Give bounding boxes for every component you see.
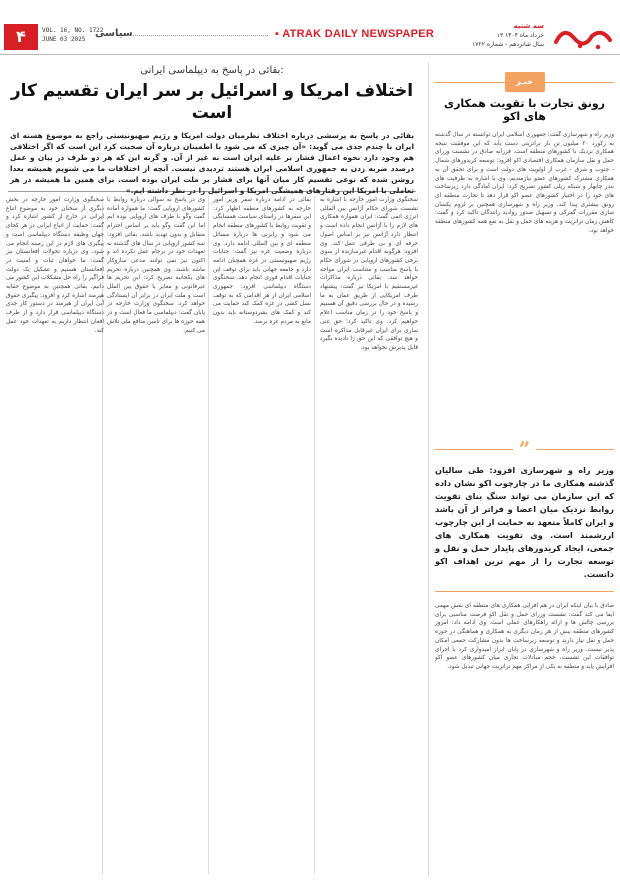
date-box [444, 22, 544, 49]
volume-number: VOL. 16, NO. 1722 [42, 27, 104, 34]
page-header [0, 22, 620, 50]
section-label: سیاسی [95, 28, 133, 39]
column-divider [314, 196, 315, 874]
side-article [428, 62, 614, 877]
quote-icon: ” [513, 439, 537, 459]
newspaper-name: ▪ ATRAK DAILY NEWSPAPER [275, 28, 434, 40]
article-column-4: سخنگوی وزارت امور خارجه در بخش دیگری از سخنان خود به موضوع اتباع ایرانی در خارج از کشور اشاره کرد و گفت: حمایت از اتباع ایرانی در هر کجای جهان وظیفه دستگاه دیپلماسی است و پیگیری های لازم در این زمینه انجام می شود. وی درباره تحولات افغانستان نیز گفت: ما خواهان ثبات و امنیت در افغانستان هستیم و تشکیل یک دولت فراگیر را راه حل مشکلات این کشور می دانیم. بقائی همچنین به موضوع حقابه هیرمند اشاره کرد و افزود: پیگیری حقوق آبی ایران از هیرمند در دستور کار جدی دستگاه دیپلماسی قرار دارد و از طرف افغان انتظار داریم به تعهدات خود عمل کند. [6, 197, 104, 334]
atrak-logo [550, 20, 616, 54]
issue-date-en: JUNE 03 2025 [42, 36, 86, 43]
main-article [6, 62, 418, 877]
article-columns [6, 196, 418, 876]
article-column-2: بقائی در ادامه درباره سفر وزیر امور خارجه به کشورهای منطقه اظهار کرد: این سفرها در راستای سیاست همسایگی و تقویت روابط با کشورهای منطقه انجام می شود و رایزنی ها درباره مسائل منطقه ای و بین المللی ادامه دارد. وی درباره وضعیت غزه نیز گفت: جنایات رژیم صهیونیستی در غزه همچنان ادامه دارد و جامعه جهانی باید برای توقف این جنایات اقدام فوری انجام دهد. سخنگوی دستگاه دیپلماسی افزود: جمهوری اسلامی ایران از هر اقدامی که به توقف نسل کشی در غزه کمک کند حمایت می کند و کمک های بشردوستانه باید بدون مانع به مردم غزه برسد. [213, 197, 311, 325]
article-overline: بقائی در پاسخ به دیپلماسی ایرانی: [140, 65, 284, 76]
column-divider [208, 196, 209, 874]
article-lead: بقائی در پاسخ به پرسشی درباره اختلاف نظرمیان دولت امریکا و رژیم صهیونیستی راجع به موضوع هسته ای ایران با چندم جدی می گوید: «آن چیزی که می شود با اطمینان درباره آن صحبت کرد این است که اگر اختلافی هم وجود دارد نحوه اعمال فشار بر علیه ایران است نه غیر از آن. و گرنه این که هر دو طرف در بیان و عمل درصدد ضربه زدن به جمهوری اسلامی ایران هستند تردیدی نیست. آنچه از اختلافات ما می شنویم همیشه بعدا روشن شده که نوعی تقسیم کار میان آنها برای فشار بر ملت ایران بوده است. برای همین ما همیشه در هر تعاملی با امریکا این رفتارهای همیشگی امریکا و اسرائیل را در نظر داشته ایم.» [10, 131, 414, 195]
pull-quote [435, 437, 614, 592]
date-fa: ۱۳ خرداد ماه ۱۴۰۴ [496, 32, 544, 39]
issue-info-fa: سال شانزدهم - شماره ۱۷۲۲ [472, 41, 544, 48]
header-rule [0, 54, 620, 55]
article-headline: اختلاف امریکا و اسرائیل بر سر ایران تقسیم کار است [10, 81, 414, 123]
side-article-body: وزیر راه و شهرسازی گفت: جمهوری اسلامی ایران توانسته در سال گذشته به رکورد ۲۰ میلیون تن بار ترانزیتی دست یابد که این موفقیت نتیجه همکاری نزدیک با کشورهای منطقه است. فرزانه صادق در نشست وزرای حمل و نقل سازمان همکاری اقتصادی اکو افزود: توسعه کریدورهای شمال - جنوب و شرق - غرب از اولویت های دولت است و برای تحقق آن به همکاری مشترک کشورهای عضو نیازمندیم. وی با اشاره به ظرفیت های بندر چابهار و شبکه ریلی کشور تصریح کرد: ایران آمادگی دارد زیرساخت های خود را در اختیار کشورهای عضو اکو قرار دهد تا تجارت منطقه ای رونق بیشتری پیدا کند. وزیر راه و شهرسازی همچنین بر لزوم یکسان سازی مقررات گمرکی و تسهیل صدور روادید رانندگان تاکید کرد و گفت: کاهش زمان ترانزیت و هزینه های حمل و نقل به نفع همه کشورهای منطقه خواهد بود. [435, 132, 615, 234]
header-divider [128, 35, 268, 36]
page-number: ۴ [4, 24, 38, 50]
side-article-title: رونق تجارت با تقویت همکاری های اکو [443, 97, 606, 123]
article-column-3: وی در پاسخ به سوالی درباره روابط با کشورهای اروپایی گفت: ما همواره آماده گفت وگو با طرف های اروپایی بوده ایم اما این گفت وگو باید بر اساس احترام متقابل و بدون تهدید باشد. بقائی افزود: سه کشور اروپایی در سال های گذشته به تعهدات خود در برجام عمل نکرده اند و اکنون نیز نمی توانند مدعی سازوکار ماشه باشند. وی همچنین درباره تحریم های یکجانبه تصریح کرد: این تحریم ها غیرقانونی و مغایر با حقوق بین الملل است و ملت ایران در برابر آن ایستادگی خواهد کرد. سخنگوی وزارت خارجه در پایان گفت: دیپلماسی ما فعال است و در همه حوزه ها برای تامین منافع ملی تلاش می کنیم. [107, 197, 205, 334]
article-column-1: سخنگوی وزارت امور خارجه با اشاره به نشست شورای حکام آژانس بین المللی انرژی اتمی گفت: ایران همواره همکاری های لازم را با آژانس انجام داده است و انتظار دارد آژانس نیز بر اساس اصول حرفه ای و بی طرفی عمل کند. وی افزود: هرگونه اقدام غیرسازنده از سوی برخی کشورهای اروپایی در شورای حکام با پاسخ مناسب و متناسب ایران مواجه خواهد شد. بقائی درباره مذاکرات غیرمستقیم با امریکا نیز گفت: پیشنهاد طرف امریکایی از طریق عمان به ما رسیده و در حال بررسی دقیق آن هستیم و پاسخ خود را در زمان مناسب اعلام خواهیم کرد. وی تاکید کرد: حق غنی سازی برای ایران غیرقابل مذاکره است و هیچ توافقی که این حق را نادیده بگیرد قابل پذیرش نخواهد بود. [320, 197, 418, 351]
side-article-body-continued: صادق با بیان اینکه ایران در هم افزایی همکاری های منطقه ای نقش مهمی ایفا می کند گفت: نشست وزرای حمل و نقل اکو فرصت مناسبی برای بررسی چالش ها و ارائه راهکارهای عملی است. وی ادامه داد: امروز کشورهای منطقه بیش از هر زمان دیگری به همکاری و هماهنگی در حوزه حمل و نقل نیاز دارند و توسعه زیرساخت ها بدون مشارکت جمعی امکان پذیر نیست. وزیر راه و شهرسازی در پایان ابراز امیدواری کرد با اجرای توافقات این نشست، حجم مبادلات تجاری میان کشورهای عضو اکو افزایش یابد و منطقه به یکی از مراکز مهم ترانزیت جهانی تبدیل شود. [435, 603, 614, 670]
day-name: سه شنبه [513, 22, 544, 30]
news-badge: خبـر [505, 72, 545, 92]
pull-quote-text: وزیر راه و شهرسازی افزود: طی سالیان گذشته همکاری ما در چارچوب اکو نشان داده که این سازمان می تواند سنگ بنای تقویت روابط نزدیک میان اعضا و فراتر از آن باشد و ایران کاملاً متعهد به حمایت از این چارچوب ارزشمند است. وی تقویت همکاری های جمعی، ایجاد کریدورهای پایدار حمل و نقل و توسعه تجارت را از مهم ترین اهداف اکو دانست. [435, 465, 614, 579]
